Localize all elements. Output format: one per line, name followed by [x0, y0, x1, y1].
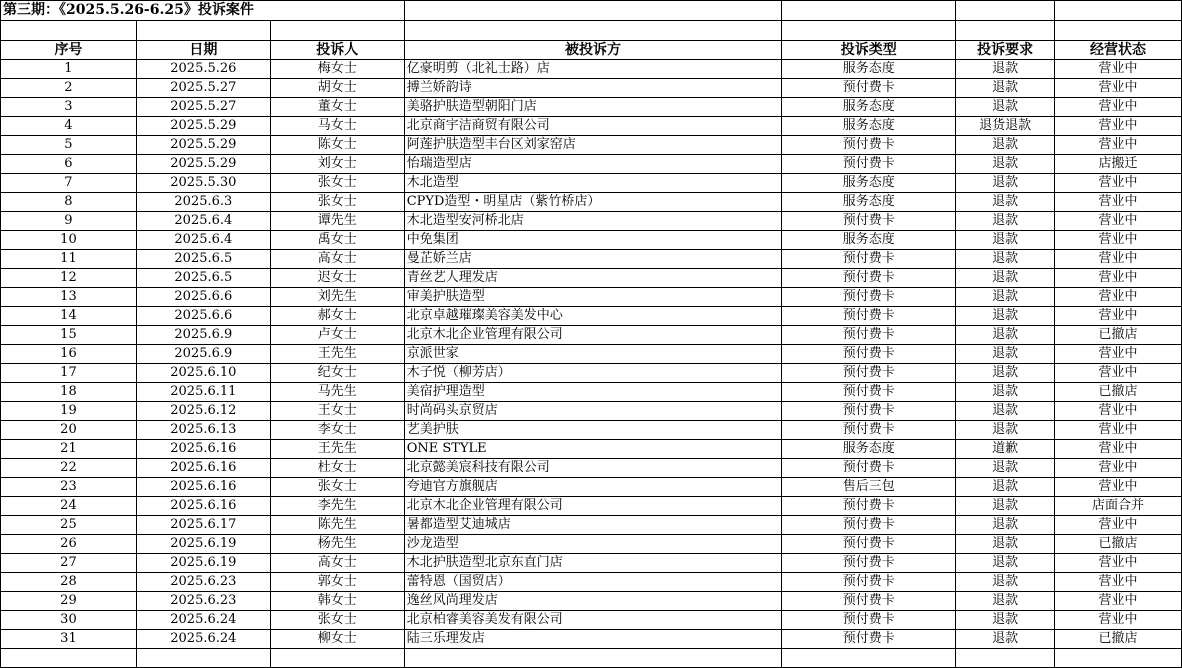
cell-index[interactable]: 16: [1, 345, 137, 364]
empty-cell[interactable]: [956, 649, 1055, 668]
cell-index[interactable]: 11: [1, 250, 137, 269]
cell-request[interactable]: 退款: [956, 516, 1055, 535]
cell-index[interactable]: 3: [1, 98, 137, 117]
cell-status[interactable]: 营业中: [1055, 193, 1182, 212]
cell-status[interactable]: 营业中: [1055, 250, 1182, 269]
cell-respondent[interactable]: 亿豪明剪（北礼士路）店: [404, 60, 782, 79]
cell-respondent[interactable]: CPYD造型・明星店（紫竹桥店）: [404, 193, 782, 212]
cell-index[interactable]: 8: [1, 193, 137, 212]
table-row: [1, 174, 1182, 193]
cell-index[interactable]: 29: [1, 592, 137, 611]
table-row: [1, 231, 1182, 250]
cell-request[interactable]: 退款: [956, 497, 1055, 516]
cell-type[interactable]: 服务态度: [782, 174, 956, 193]
cell-date[interactable]: 2025.6.4: [136, 231, 270, 250]
cell-request[interactable]: 道歉: [956, 440, 1055, 459]
cell-respondent[interactable]: 木北造型: [404, 174, 782, 193]
cell-index[interactable]: 17: [1, 364, 137, 383]
empty-cell[interactable]: [782, 21, 956, 41]
cell-status[interactable]: 营业中: [1055, 136, 1182, 155]
cell-date[interactable]: 2025.6.5: [136, 250, 270, 269]
cell-type[interactable]: 预付费卡: [782, 307, 956, 326]
cell-respondent[interactable]: 青丝艺人理发店: [404, 269, 782, 288]
cell-status[interactable]: 营业中: [1055, 516, 1182, 535]
cell-request[interactable]: 退款: [956, 136, 1055, 155]
empty-cell[interactable]: [782, 649, 956, 668]
cell-status[interactable]: 营业中: [1055, 459, 1182, 478]
cell-index[interactable]: 7: [1, 174, 137, 193]
cell-status[interactable]: 营业中: [1055, 212, 1182, 231]
cell-type[interactable]: 预付费卡: [782, 79, 956, 98]
cell-status[interactable]: 营业中: [1055, 402, 1182, 421]
cell-respondent[interactable]: 北京木北企业管理有限公司: [404, 497, 782, 516]
table-row: [1, 440, 1182, 459]
cell-date[interactable]: 2025.6.10: [136, 364, 270, 383]
cell-respondent[interactable]: 木北护肤造型北京东直门店: [404, 554, 782, 573]
cell-index[interactable]: 30: [1, 611, 137, 630]
cell-status[interactable]: 营业中: [1055, 269, 1182, 288]
cell-date[interactable]: 2025.6.6: [136, 307, 270, 326]
cell-complainant[interactable]: 王女士: [270, 402, 404, 421]
cell-request[interactable]: 退款: [956, 592, 1055, 611]
cell-respondent[interactable]: 美宿护理造型: [404, 383, 782, 402]
cell-respondent[interactable]: 北京木北企业管理有限公司: [404, 326, 782, 345]
cell-request[interactable]: 退款: [956, 345, 1055, 364]
cell-index[interactable]: 10: [1, 231, 137, 250]
cell-respondent[interactable]: 搏兰娇韵诗: [404, 79, 782, 98]
cell-complainant[interactable]: 高女士: [270, 554, 404, 573]
table-row: [1, 326, 1182, 345]
cell-date[interactable]: 2025.6.19: [136, 554, 270, 573]
cell-complainant[interactable]: 杨先生: [270, 535, 404, 554]
cell-respondent[interactable]: 逸丝风尚理发店: [404, 592, 782, 611]
cell-request[interactable]: 退款: [956, 421, 1055, 440]
cell-respondent[interactable]: 艺美护肤: [404, 421, 782, 440]
cell-index[interactable]: 26: [1, 535, 137, 554]
cell-index[interactable]: 31: [1, 630, 137, 649]
cell-status[interactable]: 营业中: [1055, 117, 1182, 136]
cell-type[interactable]: 预付费卡: [782, 497, 956, 516]
cell-respondent[interactable]: 审美护肤造型: [404, 288, 782, 307]
table-row: [1, 288, 1182, 307]
cell-status[interactable]: 营业中: [1055, 440, 1182, 459]
cell-index[interactable]: 24: [1, 497, 137, 516]
cell-status[interactable]: 营业中: [1055, 345, 1182, 364]
table-row: [1, 421, 1182, 440]
table-row: [1, 250, 1182, 269]
cell-type[interactable]: 预付费卡: [782, 402, 956, 421]
empty-cell[interactable]: [1055, 21, 1182, 41]
cell-status[interactable]: 营业中: [1055, 554, 1182, 573]
empty-cell[interactable]: [1, 649, 137, 668]
cell-index[interactable]: 28: [1, 573, 137, 592]
cell-respondent[interactable]: 木北造型安河桥北店: [404, 212, 782, 231]
cell-request[interactable]: 退款: [956, 364, 1055, 383]
cell-request[interactable]: 退款: [956, 535, 1055, 554]
cell-request[interactable]: 退款: [956, 630, 1055, 649]
table-row: [1, 307, 1182, 326]
cell-index[interactable]: 22: [1, 459, 137, 478]
cell-request[interactable]: 退款: [956, 174, 1055, 193]
empty-cell[interactable]: [782, 1, 956, 21]
cell-date[interactable]: 2025.6.24: [136, 611, 270, 630]
cell-complainant[interactable]: 禹女士: [270, 231, 404, 250]
cell-status[interactable]: 营业中: [1055, 364, 1182, 383]
table-row: [1, 269, 1182, 288]
cell-date[interactable]: 2025.6.23: [136, 592, 270, 611]
cell-index[interactable]: 15: [1, 326, 137, 345]
cell-type[interactable]: 预付费卡: [782, 630, 956, 649]
cell-request[interactable]: 退款: [956, 79, 1055, 98]
cell-request[interactable]: 退款: [956, 60, 1055, 79]
table-row: [1, 60, 1182, 79]
cell-status[interactable]: 营业中: [1055, 573, 1182, 592]
cell-type[interactable]: 预付费卡: [782, 421, 956, 440]
cell-complainant[interactable]: 陈先生: [270, 516, 404, 535]
cell-type[interactable]: 预付费卡: [782, 269, 956, 288]
cell-type[interactable]: 预付费卡: [782, 573, 956, 592]
table-row: [1, 516, 1182, 535]
cell-complainant[interactable]: 郭女士: [270, 573, 404, 592]
cell-complainant[interactable]: 王先生: [270, 345, 404, 364]
cell-index[interactable]: 21: [1, 440, 137, 459]
cell-index[interactable]: 9: [1, 212, 137, 231]
cell-complainant[interactable]: 杜女士: [270, 459, 404, 478]
cell-date[interactable]: 2025.6.16: [136, 497, 270, 516]
cell-index[interactable]: 14: [1, 307, 137, 326]
cell-complainant[interactable]: 郝女士: [270, 307, 404, 326]
cell-complainant[interactable]: 刘女士: [270, 155, 404, 174]
cell-date[interactable]: 2025.6.12: [136, 402, 270, 421]
cell-date[interactable]: 2025.6.16: [136, 459, 270, 478]
cell-respondent[interactable]: 夸迪官方旗舰店: [404, 478, 782, 497]
empty-cell[interactable]: [1, 21, 137, 41]
cell-status[interactable]: 营业中: [1055, 611, 1182, 630]
cell-index[interactable]: 2: [1, 79, 137, 98]
cell-respondent[interactable]: 陆三乐理发店: [404, 630, 782, 649]
cell-respondent[interactable]: 北京商宇洁商贸有限公司: [404, 117, 782, 136]
cell-status[interactable]: 营业中: [1055, 288, 1182, 307]
cell-status[interactable]: 已撤店: [1055, 535, 1182, 554]
cell-date[interactable]: 2025.5.27: [136, 98, 270, 117]
cell-status[interactable]: 营业中: [1055, 307, 1182, 326]
cell-status[interactable]: 营业中: [1055, 79, 1182, 98]
empty-cell[interactable]: [1055, 649, 1182, 668]
cell-request[interactable]: 退款: [956, 554, 1055, 573]
cell-request[interactable]: 退款: [956, 611, 1055, 630]
cell-complainant[interactable]: 张女士: [270, 174, 404, 193]
cell-request[interactable]: 退款: [956, 212, 1055, 231]
cell-index[interactable]: 23: [1, 478, 137, 497]
empty-row: [1, 649, 1182, 668]
cell-type[interactable]: 预付费卡: [782, 326, 956, 345]
cell-type[interactable]: 预付费卡: [782, 535, 956, 554]
cell-request[interactable]: 退款: [956, 155, 1055, 174]
cell-date[interactable]: 2025.6.5: [136, 269, 270, 288]
cell-index[interactable]: 12: [1, 269, 137, 288]
cell-index[interactable]: 4: [1, 117, 137, 136]
cell-date[interactable]: 2025.6.11: [136, 383, 270, 402]
cell-date[interactable]: 2025.5.27: [136, 79, 270, 98]
cell-respondent[interactable]: ONE STYLE: [404, 440, 782, 459]
table-row: [1, 573, 1182, 592]
cell-status[interactable]: 营业中: [1055, 174, 1182, 193]
cell-complainant[interactable]: 马女士: [270, 117, 404, 136]
cell-respondent[interactable]: 曼芷娇兰店: [404, 250, 782, 269]
cell-complainant[interactable]: 董女士: [270, 98, 404, 117]
cell-date[interactable]: 2025.6.9: [136, 345, 270, 364]
cell-respondent[interactable]: 怡瑞造型店: [404, 155, 782, 174]
cell-respondent[interactable]: 北京柏睿美容美发有限公司: [404, 611, 782, 630]
cell-date[interactable]: 2025.6.6: [136, 288, 270, 307]
cell-complainant[interactable]: 柳女士: [270, 630, 404, 649]
cell-type[interactable]: 预付费卡: [782, 459, 956, 478]
cell-request[interactable]: 退款: [956, 269, 1055, 288]
cell-complainant[interactable]: 王先生: [270, 440, 404, 459]
table-row: [1, 98, 1182, 117]
cell-request[interactable]: 退款: [956, 250, 1055, 269]
table-row: [1, 155, 1182, 174]
cell-request[interactable]: 退款: [956, 383, 1055, 402]
cell-type[interactable]: 售后三包: [782, 478, 956, 497]
cell-type[interactable]: 预付费卡: [782, 383, 956, 402]
empty-cell[interactable]: [404, 21, 782, 41]
cell-type[interactable]: 服务态度: [782, 98, 956, 117]
cell-type[interactable]: 服务态度: [782, 193, 956, 212]
cell-date[interactable]: 2025.6.24: [136, 630, 270, 649]
cell-request[interactable]: 退款: [956, 478, 1055, 497]
cell-status[interactable]: 营业中: [1055, 421, 1182, 440]
cell-complainant[interactable]: 陈女士: [270, 136, 404, 155]
cell-status[interactable]: 营业中: [1055, 592, 1182, 611]
cell-date[interactable]: 2025.6.13: [136, 421, 270, 440]
cell-request[interactable]: 退货退款: [956, 117, 1055, 136]
header-type[interactable]: 投诉类型: [782, 41, 956, 60]
cell-type[interactable]: 服务态度: [782, 117, 956, 136]
cell-index[interactable]: 13: [1, 288, 137, 307]
cell-index[interactable]: 20: [1, 421, 137, 440]
cell-type[interactable]: 预付费卡: [782, 611, 956, 630]
cell-respondent[interactable]: 美骆护肤造型朝阳门店: [404, 98, 782, 117]
table-row: [1, 592, 1182, 611]
header-status[interactable]: 经营状态: [1055, 41, 1182, 60]
cell-date[interactable]: 2025.5.29: [136, 117, 270, 136]
cell-index[interactable]: 25: [1, 516, 137, 535]
cell-respondent[interactable]: 时尚码头京贸店: [404, 402, 782, 421]
header-index[interactable]: 序号: [1, 41, 137, 60]
cell-date[interactable]: 2025.6.4: [136, 212, 270, 231]
empty-cell[interactable]: [270, 649, 404, 668]
header-date[interactable]: 日期: [136, 41, 270, 60]
cell-date[interactable]: 2025.6.23: [136, 573, 270, 592]
cell-complainant[interactable]: 纪女士: [270, 364, 404, 383]
cell-status[interactable]: 店搬迁: [1055, 155, 1182, 174]
table-row: [1, 117, 1182, 136]
cell-request[interactable]: 退款: [956, 402, 1055, 421]
cell-status[interactable]: 营业中: [1055, 98, 1182, 117]
cell-status[interactable]: 已撤店: [1055, 326, 1182, 345]
cell-complainant[interactable]: 李先生: [270, 497, 404, 516]
cell-respondent[interactable]: 木子悦（柳芳店）: [404, 364, 782, 383]
table-row: [1, 402, 1182, 421]
cell-respondent[interactable]: 北京卓越璀璨美容美发中心: [404, 307, 782, 326]
cell-request[interactable]: 退款: [956, 573, 1055, 592]
cell-request[interactable]: 退款: [956, 459, 1055, 478]
cell-complainant[interactable]: 高女士: [270, 250, 404, 269]
cell-respondent[interactable]: 蕾特恩（国贸店）: [404, 573, 782, 592]
cell-index[interactable]: 6: [1, 155, 137, 174]
cell-respondent[interactable]: 北京懿美宸科技有限公司: [404, 459, 782, 478]
cell-date[interactable]: 2025.5.29: [136, 155, 270, 174]
cell-complainant[interactable]: 梅女士: [270, 60, 404, 79]
empty-cell[interactable]: [136, 649, 270, 668]
table-row: [1, 554, 1182, 573]
cell-date[interactable]: 2025.6.16: [136, 478, 270, 497]
cell-respondent[interactable]: 暑都造型艾迪城店: [404, 516, 782, 535]
cell-index[interactable]: 1: [1, 60, 137, 79]
table-row: [1, 345, 1182, 364]
cell-respondent[interactable]: 阿莲护肤造型丰台区刘家窑店: [404, 136, 782, 155]
cell-type[interactable]: 预付费卡: [782, 155, 956, 174]
table-row: [1, 497, 1182, 516]
cell-status[interactable]: 营业中: [1055, 478, 1182, 497]
table-row: [1, 79, 1182, 98]
empty-cell[interactable]: [1055, 1, 1182, 21]
cell-date[interactable]: 2025.6.3: [136, 193, 270, 212]
cell-date[interactable]: 2025.5.29: [136, 136, 270, 155]
cell-index[interactable]: 27: [1, 554, 137, 573]
table-row: [1, 535, 1182, 554]
cell-complainant[interactable]: 张女士: [270, 193, 404, 212]
cell-status[interactable]: 营业中: [1055, 231, 1182, 250]
cell-type[interactable]: 预付费卡: [782, 364, 956, 383]
cell-index[interactable]: 5: [1, 136, 137, 155]
header-request[interactable]: 投诉要求: [956, 41, 1055, 60]
cell-complainant[interactable]: 胡女士: [270, 79, 404, 98]
cell-date[interactable]: 2025.6.9: [136, 326, 270, 345]
table-row: [1, 611, 1182, 630]
table-row: [1, 193, 1182, 212]
cell-request[interactable]: 退款: [956, 307, 1055, 326]
table-row: [1, 630, 1182, 649]
cell-type[interactable]: 预付费卡: [782, 250, 956, 269]
cell-type[interactable]: 服务态度: [782, 440, 956, 459]
cell-index[interactable]: 18: [1, 383, 137, 402]
cell-request[interactable]: 退款: [956, 288, 1055, 307]
empty-cell[interactable]: [956, 21, 1055, 41]
empty-cell[interactable]: [136, 21, 270, 41]
cell-type[interactable]: 服务态度: [782, 60, 956, 79]
cell-complainant[interactable]: 韩女士: [270, 592, 404, 611]
cell-respondent[interactable]: 中免集团: [404, 231, 782, 250]
cell-type[interactable]: 预付费卡: [782, 554, 956, 573]
cell-type[interactable]: 预付费卡: [782, 136, 956, 155]
cell-status[interactable]: 已撤店: [1055, 383, 1182, 402]
cell-type[interactable]: 预付费卡: [782, 288, 956, 307]
cell-status[interactable]: 营业中: [1055, 60, 1182, 79]
empty-cell[interactable]: [956, 1, 1055, 21]
cell-complainant[interactable]: 张女士: [270, 478, 404, 497]
table-row: [1, 136, 1182, 155]
table-row: [1, 364, 1182, 383]
table-row: [1, 459, 1182, 478]
cell-status[interactable]: 店面合并: [1055, 497, 1182, 516]
cell-type[interactable]: 预付费卡: [782, 345, 956, 364]
cell-complainant[interactable]: 刘先生: [270, 288, 404, 307]
header-row: [1, 41, 1182, 60]
cell-date[interactable]: 2025.6.17: [136, 516, 270, 535]
header-respondent[interactable]: 被投诉方: [404, 41, 782, 60]
cell-request[interactable]: 退款: [956, 98, 1055, 117]
cell-complainant[interactable]: 张女士: [270, 611, 404, 630]
table-row: [1, 212, 1182, 231]
cell-complainant[interactable]: 卢女士: [270, 326, 404, 345]
cell-status[interactable]: 已撤店: [1055, 630, 1182, 649]
cell-type[interactable]: 预付费卡: [782, 516, 956, 535]
cell-request[interactable]: 退款: [956, 193, 1055, 212]
cell-request[interactable]: 退款: [956, 231, 1055, 250]
table-row: [1, 383, 1182, 402]
empty-cell[interactable]: [404, 649, 782, 668]
cell-respondent[interactable]: 沙龙造型: [404, 535, 782, 554]
cell-complainant[interactable]: 李女士: [270, 421, 404, 440]
sheet-title: 第三期：《2025.5.26-6.25》投诉案件: [1, 1, 405, 21]
cell-date[interactable]: 2025.5.30: [136, 174, 270, 193]
cell-complainant[interactable]: 谭先生: [270, 212, 404, 231]
cell-respondent[interactable]: 京派世家: [404, 345, 782, 364]
cell-date[interactable]: 2025.6.19: [136, 535, 270, 554]
cell-type[interactable]: 预付费卡: [782, 212, 956, 231]
cell-type[interactable]: 预付费卡: [782, 592, 956, 611]
table-row: [1, 478, 1182, 497]
cell-date[interactable]: 2025.6.16: [136, 440, 270, 459]
empty-cell[interactable]: [270, 21, 404, 41]
cell-request[interactable]: 退款: [956, 326, 1055, 345]
header-complainant[interactable]: 投诉人: [270, 41, 404, 60]
cell-date[interactable]: 2025.5.26: [136, 60, 270, 79]
cell-complainant[interactable]: 马先生: [270, 383, 404, 402]
empty-cell[interactable]: [404, 1, 782, 21]
cell-type[interactable]: 服务态度: [782, 231, 956, 250]
cell-complainant[interactable]: 迟女士: [270, 269, 404, 288]
cell-index[interactable]: 19: [1, 402, 137, 421]
